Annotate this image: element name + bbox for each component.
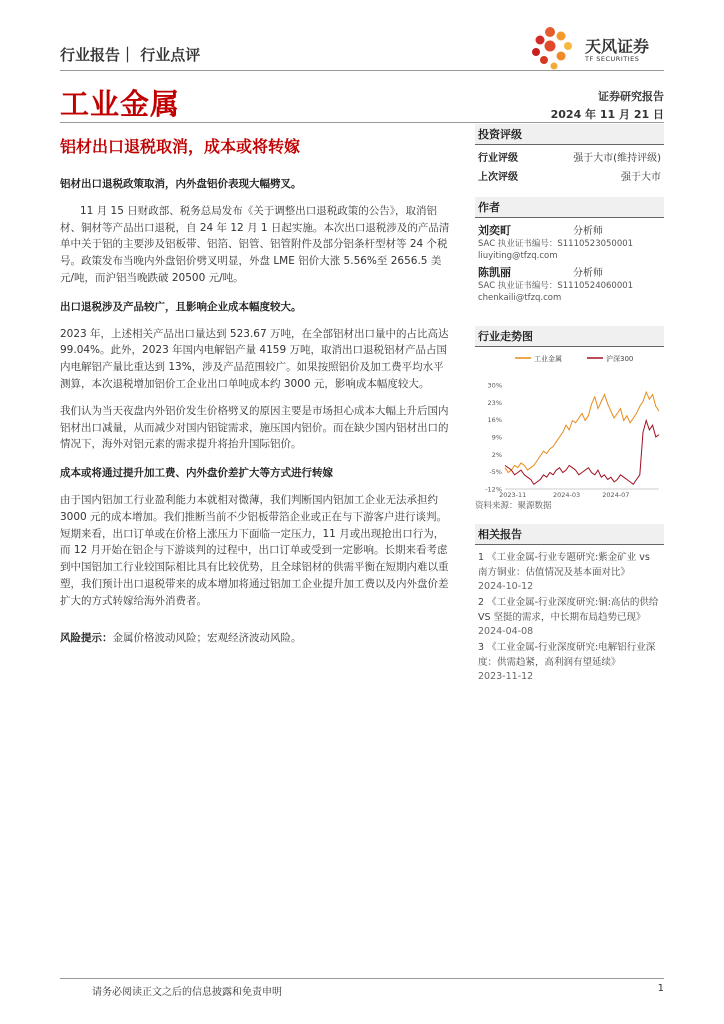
related-report-link[interactable]: 3 《工业金属-行业深度研究:电解铝行业深度：供需趋紧，高利润有望延续》 xyxy=(478,642,656,668)
author-block xyxy=(475,218,664,304)
y-tick-label: 23% xyxy=(487,398,502,407)
author-email[interactable]: liuyiting@tfzq.com xyxy=(478,251,558,261)
logo-subtitle: TF SECURITIES xyxy=(585,55,640,63)
industry-rating-label: 行业评级 xyxy=(478,153,518,164)
author-name: 刘奕町 xyxy=(478,224,511,237)
risk-text: 金属价格波动风险；宏观经济波动风险。 xyxy=(112,631,302,644)
last-rating-value: 强于大市 xyxy=(621,172,661,183)
author-sac: SAC 执业证书编号：S1110523050001 xyxy=(478,239,634,249)
industry-rating-value: 强于大市(维持评级) xyxy=(573,153,661,164)
y-axis-ticks xyxy=(485,382,502,494)
page-title: 工业金属 xyxy=(60,87,181,121)
footer-disclaimer[interactable]: 请务必阅读正文之后的信息披露和免责申明 xyxy=(92,987,282,998)
chart-legend xyxy=(515,354,633,363)
y-tick-label: 9% xyxy=(491,433,502,442)
industry-rating-row xyxy=(475,147,664,166)
related-report-link[interactable]: 1 《工业金属-行业专题研究:紫金矿业 vs 南方铜业：估值情况及基本面对比》 xyxy=(478,552,650,578)
rating-head: 投资评级 xyxy=(475,124,664,145)
tf-logo-icon xyxy=(528,24,584,72)
related-head: 相关报告 xyxy=(475,524,664,545)
page-number: 1 xyxy=(657,983,664,994)
authors-head: 作者 xyxy=(475,197,664,218)
report-date: 2024 年 11 月 21 日 xyxy=(550,108,664,121)
chart-series xyxy=(505,392,659,484)
y-tick-label: -5% xyxy=(489,468,502,477)
related-list xyxy=(475,545,664,684)
title-divider xyxy=(60,122,664,123)
report-type: 证券研究报告 xyxy=(598,90,664,103)
author-role: 分析师 xyxy=(573,226,603,237)
sidebar xyxy=(475,124,664,684)
risk-note xyxy=(60,630,453,647)
trend-head: 行业走势图 xyxy=(475,326,664,347)
x-tick-label: 2023-11 xyxy=(499,491,527,499)
section1-text: 11 月 15 日财政部、税务总局发布《关于调整出口退税政策的公告》，取消铝材、铜材等产品出口退税，自 24 年 12 月 1 日起实施。本次出口退税涉及的产品清单中关于铝的主要涉及铝板带、铝箔、铝管、铝管附件及部分铝条杆型材等 24 个税号。政策发布当晚内外盘铝价劈叉明显，外盘 LME 铝价大涨 5.56%至 2656.5 美元/吨，而沪铝当晚跌破 20500 元/吨。 xyxy=(60,204,450,284)
related-report-date: 2024-10-12 xyxy=(478,581,534,592)
x-tick-label: 2024-03 xyxy=(553,491,581,499)
y-tick-label: 2% xyxy=(491,450,502,459)
related-report-date: 2023-11-12 xyxy=(478,671,534,682)
section2-text: 2023 年，上述相关产品出口量达到 523.67 万吨，在全部铝材出口量中的占比高达 99.04%。此外，2023 年国内电解铝产量 4159 万吨，取消出口退税铝材产品占国内电解铝产量比重达到 13%，涉及产品范围较广。如果按照铝价及加工费平均水平测算，本次退税增加铝价工企业出口单吨成本约 3000 元，影响成本幅度较大。 xyxy=(60,327,449,390)
legend-label: 工业金属 xyxy=(534,355,562,363)
body-content xyxy=(60,176,453,646)
related-report-link[interactable]: 2 《工业金属-行业深度研究:铜:高估的供给 VS 坚挺的需求，中长期布局趋势已现》 xyxy=(478,597,659,623)
author-email[interactable]: chenkaili@tfzq.com xyxy=(478,293,562,303)
author-sac: SAC 执业证书编号：S1110524060001 xyxy=(478,281,634,291)
x-tick-label: 2024-07 xyxy=(602,491,630,499)
legend-label: 沪深300 xyxy=(606,355,634,363)
section1-title: 铝材出口退税政策取消，内外盘铝价表现大幅劈叉。 xyxy=(60,178,302,190)
series-line xyxy=(505,392,659,472)
y-tick-label: 30% xyxy=(487,381,502,390)
risk-label: 风险提示： xyxy=(60,631,113,644)
series-line xyxy=(505,421,659,485)
trend-chart xyxy=(475,349,664,499)
logo-name: 天风证券 xyxy=(585,37,650,56)
section4-text: 由于国内铝加工行业盈利能力本就相对微薄，我们判断国内铝加工企业无法承担约 3000 元的成本增加。我们推断当前不少铝板带箔企业或正在与下游客户进行谈判。短期来看，出口订单或在价格上涨压力下面临一定压力，11 月或出现抢出口行为，而 12 月开始在铝企与下游谈判的过程中，出口订单或受到一定影响。长期来看考虑到中国铝加工行业较国际相比具有比较优势，且全球铝材的供需平衡在短期内难以重塑，我们预计出口退税带来的成本增加将通过铝加工企业提升加工费以及内外盘价差扩大的方式转嫁给海外消费者。 xyxy=(60,493,449,607)
y-tick-label: 16% xyxy=(487,416,502,425)
author-name: 陈凯丽 xyxy=(478,266,511,279)
section3-text: 我们认为当天夜盘内外铝价发生价格劈叉的原因主要是市场担心成本大幅上升后国内铝材出口减量，从而减少对国内铝锭需求，施压国内铝价。而在缺少国内铝材出口的情况下，海外对铝元素的需求提升将抬升国际铝价。 xyxy=(60,404,449,451)
y-tick-label: -12% xyxy=(485,485,502,494)
author-role: 分析师 xyxy=(573,268,603,279)
section4-title: 成本或将通过提升加工费、内外盘价差扩大等方式进行转嫁 xyxy=(60,467,333,480)
report-subtitle: 铝材出口退税取消，成本或将转嫁 xyxy=(60,137,301,156)
x-axis-ticks xyxy=(499,491,629,499)
last-rating-label: 上次评级 xyxy=(478,172,518,183)
report-category: 行业报告｜ 行业点评 xyxy=(60,46,201,64)
last-rating-row xyxy=(475,166,664,185)
author-row xyxy=(478,222,661,238)
section2-title: 出口退税涉及产品较广，且影响企业成本幅度较大。 xyxy=(60,300,302,313)
author-row xyxy=(478,264,661,280)
chart-source: 资料来源：聚源数据 xyxy=(475,501,552,511)
footer-divider xyxy=(60,978,664,979)
related-report-date: 2024-04-08 xyxy=(478,626,534,637)
